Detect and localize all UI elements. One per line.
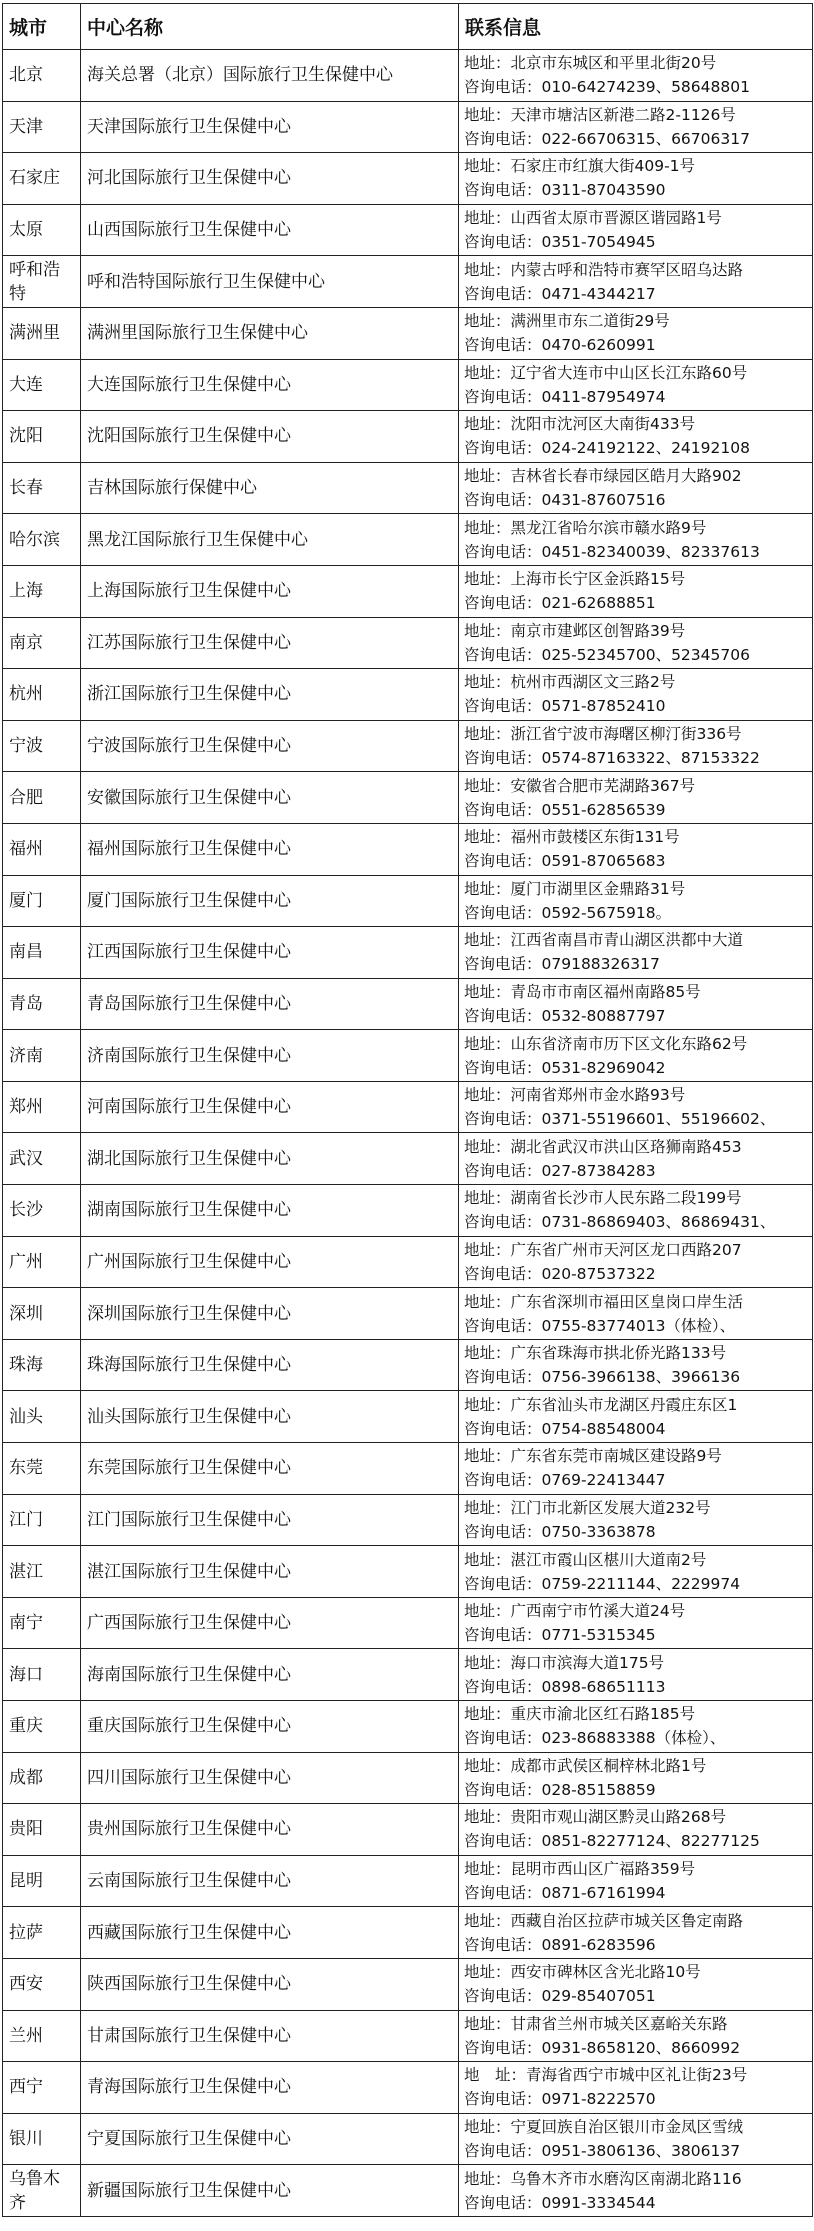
city-cell: 重庆 [3, 1701, 81, 1753]
contact-cell [459, 153, 813, 205]
contact-cell [459, 1958, 813, 2010]
address-text: 地址：沈阳市沈河区大南街433号 [464, 415, 696, 434]
table-row [3, 204, 813, 256]
table-row [3, 1546, 813, 1598]
address-text: 地址：贵阳市观山湖区黔灵山路268号 [464, 1808, 727, 1827]
center-name-cell: 贵州国际旅行卫生保健中心 [81, 1804, 459, 1856]
contact-cell [459, 565, 813, 617]
address-text: 地址：西安市碑林区含光北路10号 [464, 1963, 701, 1982]
city-cell: 武汉 [3, 1133, 81, 1185]
center-name-cell: 河南国际旅行卫生保健中心 [81, 1081, 459, 1133]
city-cell: 兰州 [3, 2010, 81, 2062]
center-name-cell: 福州国际旅行卫生保健中心 [81, 823, 459, 875]
phone-text: 咨询电话：0311-87043590 [464, 181, 666, 200]
center-name-cell: 东莞国际旅行卫生保健中心 [81, 1443, 459, 1495]
center-name-cell: 青岛国际旅行卫生保健中心 [81, 978, 459, 1030]
phone-text: 咨询电话：027-87384283 [464, 1161, 656, 1180]
contact-cell [459, 1339, 813, 1391]
center-name-cell: 呼和浩特国际旅行卫生保健中心 [81, 256, 459, 308]
contact-cell [459, 1907, 813, 1959]
table-row [3, 101, 813, 153]
address-text: 地址：福州市鼓楼区东街131号 [464, 828, 680, 847]
contact-cell [459, 307, 813, 359]
table-row [3, 2062, 813, 2114]
center-name-cell: 海关总署（北京）国际旅行卫生保健中心 [81, 50, 459, 102]
phone-text: 咨询电话：0451-82340039、82337613 [464, 542, 760, 561]
contact-cell [459, 1391, 813, 1443]
phone-text: 咨询电话：028-85158859 [464, 1780, 656, 1799]
city-cell: 西安 [3, 1958, 81, 2010]
center-name-cell: 吉林国际旅行保健中心 [81, 462, 459, 514]
address-text: 地址：青岛市市南区福州南路85号 [464, 982, 701, 1001]
phone-text: 咨询电话：0731-86869403、86869431、 [464, 1213, 776, 1232]
table-row [3, 256, 813, 308]
city-cell: 深圳 [3, 1288, 81, 1340]
contact-cell [459, 1649, 813, 1701]
table-row [3, 978, 813, 1030]
city-cell: 东莞 [3, 1443, 81, 1495]
phone-text: 咨询电话：020-87537322 [464, 1264, 656, 1283]
address-text: 地址：广西南宁市竹溪大道24号 [464, 1602, 686, 1621]
city-cell: 拉萨 [3, 1907, 81, 1959]
table-row [3, 1958, 813, 2010]
city-cell: 海口 [3, 1649, 81, 1701]
table-row [3, 2010, 813, 2062]
table-header-row [3, 4, 813, 50]
address-text: 地址：重庆市渝北区红石路185号 [464, 1705, 696, 1724]
city-cell: 南昌 [3, 927, 81, 979]
table-row [3, 1907, 813, 1959]
phone-text: 咨询电话：022-66706315、66706317 [464, 129, 750, 148]
phone-text: 咨询电话：0769-22413447 [464, 1471, 666, 1490]
center-name-cell: 满洲里国际旅行卫生保健中心 [81, 307, 459, 359]
city-cell: 长春 [3, 462, 81, 514]
contact-cell [459, 875, 813, 927]
center-name-cell: 江门国际旅行卫生保健中心 [81, 1494, 459, 1546]
city-cell: 厦门 [3, 875, 81, 927]
address-text: 地址：湖南省长沙市人民东路二段199号 [464, 1189, 742, 1208]
address-text: 地址：山东省济南市历下区文化东路62号 [464, 1034, 748, 1053]
table-row [3, 1649, 813, 1701]
contact-cell [459, 978, 813, 1030]
phone-text: 咨询电话：023-86883388（体检）、 [464, 1729, 726, 1748]
table-row [3, 617, 813, 669]
center-name-cell: 云南国际旅行卫生保健中心 [81, 1855, 459, 1907]
center-name-cell: 宁夏国际旅行卫生保健中心 [81, 2113, 459, 2165]
table-row [3, 153, 813, 205]
center-name-cell: 大连国际旅行卫生保健中心 [81, 359, 459, 411]
phone-text: 咨询电话：0411-87954974 [464, 387, 666, 406]
contact-cell [459, 256, 813, 308]
phone-text: 咨询电话：0750-3363878 [464, 1522, 656, 1541]
contact-cell [459, 1133, 813, 1185]
contact-cell [459, 411, 813, 463]
phone-text: 咨询电话：0771-5315345 [464, 1626, 656, 1645]
table-row [3, 462, 813, 514]
contact-cell [459, 617, 813, 669]
contact-cell [459, 720, 813, 772]
contact-cell [459, 669, 813, 721]
phone-text: 咨询电话：0898-68651113 [464, 1677, 666, 1696]
phone-text: 咨询电话：010-64274239、58648801 [464, 78, 750, 97]
table-row [3, 1081, 813, 1133]
contact-cell [459, 772, 813, 824]
address-text: 地址：成都市武侯区桐梓林北路1号 [464, 1756, 707, 1775]
address-text: 地址：辽宁省大连市中山区长江东路60号 [464, 363, 748, 382]
table-body [3, 50, 813, 2217]
address-text: 地址：海口市滨海大道175号 [464, 1653, 665, 1672]
city-cell: 北京 [3, 50, 81, 102]
address-text: 地址：广东省东莞市南城区建设路9号 [464, 1447, 722, 1466]
city-cell: 哈尔滨 [3, 514, 81, 566]
address-text: 地址：甘肃省兰州市城关区嘉峪关东路 [464, 2014, 728, 2033]
header-contact-info: 联系信息 [459, 4, 813, 50]
center-name-cell: 湛江国际旅行卫生保健中心 [81, 1546, 459, 1598]
phone-text: 咨询电话：0592-5675918。 [464, 903, 672, 922]
phone-text: 咨询电话：021-62688851 [464, 594, 656, 613]
phone-text: 咨询电话：0431-87607516 [464, 491, 666, 510]
phone-text: 咨询电话：0571-87852410 [464, 697, 666, 716]
table-row [3, 669, 813, 721]
phone-text: 咨询电话：0951-3806136、3806137 [464, 2142, 741, 2161]
address-text: 地址：内蒙古呼和浩特市赛罕区昭乌达路 [464, 260, 744, 279]
contact-cell [459, 2062, 813, 2114]
center-name-cell: 天津国际旅行卫生保健中心 [81, 101, 459, 153]
address-text: 地址：广东省广州市天河区龙口西路207 [464, 1240, 742, 1259]
contact-cell [459, 1804, 813, 1856]
table-row [3, 1804, 813, 1856]
city-cell: 满洲里 [3, 307, 81, 359]
city-cell: 昆明 [3, 1855, 81, 1907]
contact-cell [459, 204, 813, 256]
city-cell: 宁波 [3, 720, 81, 772]
center-name-cell: 汕头国际旅行卫生保健中心 [81, 1391, 459, 1443]
address-text: 地址：宁夏回族自治区银川市金凤区雪绒 [464, 2118, 744, 2137]
address-text: 地址：石家庄市红旗大街409-1号 [464, 157, 696, 176]
table-row [3, 1288, 813, 1340]
city-cell: 乌鲁木齐 [3, 2165, 81, 2217]
contact-cell [459, 1752, 813, 1804]
contact-cell [459, 823, 813, 875]
table-row [3, 565, 813, 617]
phone-text: 咨询电话：0756-3966138、3966136 [464, 1368, 741, 1387]
address-text: 地址：厦门市湖里区金鼎路31号 [464, 879, 686, 898]
city-cell: 南京 [3, 617, 81, 669]
table-row [3, 1494, 813, 1546]
contact-cell [459, 50, 813, 102]
address-text: 地址：北京市东城区和平里北街20号 [464, 54, 717, 73]
contact-cell [459, 1443, 813, 1495]
city-cell: 青岛 [3, 978, 81, 1030]
phone-text: 咨询电话：0470-6260991 [464, 336, 656, 355]
address-text: 地址：江西省南昌市青山湖区洪都中大道 [464, 931, 744, 950]
phone-text: 咨询电话：029-85407051 [464, 1987, 656, 2006]
address-text: 地址：湛江市霞山区椹川大道南2号 [464, 1550, 707, 1569]
center-name-cell: 厦门国际旅行卫生保健中心 [81, 875, 459, 927]
header-center-name: 中心名称 [81, 4, 459, 50]
header-city: 城市 [3, 4, 81, 50]
center-name-cell: 广西国际旅行卫生保健中心 [81, 1597, 459, 1649]
address-text: 地址：吉林省长春市绿园区皓月大路902 [464, 467, 742, 486]
contact-cell [459, 2113, 813, 2165]
center-name-cell: 安徽国际旅行卫生保健中心 [81, 772, 459, 824]
address-text: 地址：黑龙江省哈尔滨市赣水路9号 [464, 518, 707, 537]
address-text: 地址：杭州市西湖区文三路2号 [464, 673, 676, 692]
city-cell: 江门 [3, 1494, 81, 1546]
address-text: 地址：广东省汕头市龙湖区丹霞庄东区1 [464, 1395, 738, 1414]
address-text: 地址：广东省珠海市拱北侨光路133号 [464, 1344, 727, 1363]
phone-text: 咨询电话：0531-82969042 [464, 1058, 666, 1077]
address-text: 地 址：青海省西宁市城中区礼让街23号 [464, 2066, 748, 2085]
center-name-cell: 河北国际旅行卫生保健中心 [81, 153, 459, 205]
city-cell: 汕头 [3, 1391, 81, 1443]
table-row [3, 720, 813, 772]
phone-text: 咨询电话：0891-6283596 [464, 1935, 656, 1954]
contact-cell [459, 359, 813, 411]
contact-cell [459, 1546, 813, 1598]
center-name-cell: 西藏国际旅行卫生保健中心 [81, 1907, 459, 1959]
contact-cell [459, 927, 813, 979]
phone-text: 咨询电话：0471-4344217 [464, 284, 656, 303]
phone-text: 咨询电话：0754-88548004 [464, 1419, 666, 1438]
table-row [3, 50, 813, 102]
center-name-cell: 湖南国际旅行卫生保健中心 [81, 1185, 459, 1237]
phone-text: 咨询电话：0931-8658120、8660992 [464, 2038, 741, 2057]
city-cell: 杭州 [3, 669, 81, 721]
table-row [3, 2165, 813, 2217]
center-name-cell: 四川国际旅行卫生保健中心 [81, 1752, 459, 1804]
phone-text: 咨询电话：0351-7054945 [464, 233, 656, 252]
center-name-cell: 重庆国际旅行卫生保健中心 [81, 1701, 459, 1753]
address-text: 地址：山西省太原市晋源区谐园路1号 [464, 209, 722, 228]
phone-text: 咨询电话：0871-67161994 [464, 1884, 666, 1903]
center-name-cell: 黑龙江国际旅行卫生保健中心 [81, 514, 459, 566]
center-name-cell: 沈阳国际旅行卫生保健中心 [81, 411, 459, 463]
center-name-cell: 湖北国际旅行卫生保健中心 [81, 1133, 459, 1185]
address-text: 地址：湖北省武汉市洪山区珞狮南路453 [464, 1137, 742, 1156]
address-text: 地址：上海市长宁区金浜路15号 [464, 570, 686, 589]
address-text: 地址：安徽省合肥市芜湖路367号 [464, 776, 696, 795]
center-name-cell: 山西国际旅行卫生保健中心 [81, 204, 459, 256]
table-row [3, 1443, 813, 1495]
contact-cell [459, 101, 813, 153]
city-cell: 贵阳 [3, 1804, 81, 1856]
center-name-cell: 新疆国际旅行卫生保健中心 [81, 2165, 459, 2217]
city-cell: 珠海 [3, 1339, 81, 1391]
address-text: 地址：满洲里市东二道街29号 [464, 312, 670, 331]
center-name-cell: 青海国际旅行卫生保健中心 [81, 2062, 459, 2114]
table-row [3, 875, 813, 927]
contact-cell [459, 2010, 813, 2062]
address-text: 地址：河南省郑州市金水路93号 [464, 1086, 686, 1105]
center-name-cell: 宁波国际旅行卫生保健中心 [81, 720, 459, 772]
contact-cell [459, 1288, 813, 1340]
address-text: 地址：广东省深圳市福田区皇岗口岸生活 [464, 1292, 744, 1311]
phone-text: 咨询电话：025-52345700、52345706 [464, 645, 750, 664]
contact-cell [459, 1081, 813, 1133]
table-row [3, 514, 813, 566]
address-text: 地址：江门市北新区发展大道232号 [464, 1498, 711, 1517]
center-name-cell: 深圳国际旅行卫生保健中心 [81, 1288, 459, 1340]
health-center-table [2, 3, 813, 2217]
city-cell: 长沙 [3, 1185, 81, 1237]
phone-text: 咨询电话：0971-8222570 [464, 2090, 656, 2109]
contact-cell [459, 1030, 813, 1082]
phone-text: 咨询电话：024-24192122、24192108 [464, 439, 750, 458]
city-cell: 大连 [3, 359, 81, 411]
table-row [3, 1030, 813, 1082]
table-row [3, 1597, 813, 1649]
table-row [3, 1855, 813, 1907]
table-row [3, 307, 813, 359]
table-row [3, 2113, 813, 2165]
phone-text: 咨询电话：0532-80887797 [464, 1006, 666, 1025]
phone-text: 咨询电话：079188326317 [464, 955, 660, 974]
phone-text: 咨询电话：0991-3334544 [464, 2193, 656, 2212]
city-cell: 西宁 [3, 2062, 81, 2114]
table-row [3, 1391, 813, 1443]
table-row [3, 1752, 813, 1804]
table-row [3, 1133, 813, 1185]
contact-cell [459, 1597, 813, 1649]
table-row [3, 359, 813, 411]
center-name-cell: 江苏国际旅行卫生保健中心 [81, 617, 459, 669]
center-name-cell: 上海国际旅行卫生保健中心 [81, 565, 459, 617]
table-row [3, 1339, 813, 1391]
contact-cell [459, 1494, 813, 1546]
center-name-cell: 济南国际旅行卫生保健中心 [81, 1030, 459, 1082]
city-cell: 呼和浩特 [3, 256, 81, 308]
table-row [3, 823, 813, 875]
center-name-cell: 广州国际旅行卫生保健中心 [81, 1236, 459, 1288]
city-cell: 成都 [3, 1752, 81, 1804]
city-cell: 石家庄 [3, 153, 81, 205]
phone-text: 咨询电话：0591-87065683 [464, 852, 666, 871]
contact-cell [459, 462, 813, 514]
contact-cell [459, 2165, 813, 2217]
city-cell: 合肥 [3, 772, 81, 824]
center-name-cell: 珠海国际旅行卫生保健中心 [81, 1339, 459, 1391]
table-row [3, 1185, 813, 1237]
table-row [3, 1236, 813, 1288]
table-row [3, 927, 813, 979]
city-cell: 银川 [3, 2113, 81, 2165]
contact-cell [459, 1236, 813, 1288]
center-name-cell: 甘肃国际旅行卫生保健中心 [81, 2010, 459, 2062]
phone-text: 咨询电话：0371-55196601、55196602、 [464, 1110, 776, 1129]
contact-cell [459, 514, 813, 566]
phone-text: 咨询电话：0551-62856539 [464, 800, 666, 819]
table-row [3, 411, 813, 463]
address-text: 地址：天津市塘沽区新港二路2-1126号 [464, 105, 736, 124]
phone-text: 咨询电话：0759-2211144、2229974 [464, 1574, 741, 1593]
city-cell: 郑州 [3, 1081, 81, 1133]
table-row [3, 1701, 813, 1753]
city-cell: 广州 [3, 1236, 81, 1288]
table-row [3, 772, 813, 824]
phone-text: 咨询电话：0755-83774013（体检）、 [464, 1316, 736, 1335]
center-name-cell: 江西国际旅行卫生保健中心 [81, 927, 459, 979]
city-cell: 济南 [3, 1030, 81, 1082]
city-cell: 太原 [3, 204, 81, 256]
city-cell: 福州 [3, 823, 81, 875]
contact-cell [459, 1855, 813, 1907]
city-cell: 沈阳 [3, 411, 81, 463]
center-name-cell: 陕西国际旅行卫生保健中心 [81, 1958, 459, 2010]
address-text: 地址：南京市建邺区创智路39号 [464, 621, 686, 640]
phone-text: 咨询电话：0574-87163322、87153322 [464, 749, 760, 768]
address-text: 地址：浙江省宁波市海曙区柳汀街336号 [464, 725, 742, 744]
contact-cell [459, 1185, 813, 1237]
address-text: 地址：昆明市西山区广福路359号 [464, 1860, 696, 1879]
city-cell: 南宁 [3, 1597, 81, 1649]
address-text: 地址：西藏自治区拉萨市城关区鲁定南路 [464, 1911, 744, 1930]
city-cell: 湛江 [3, 1546, 81, 1598]
center-name-cell: 海南国际旅行卫生保健中心 [81, 1649, 459, 1701]
phone-text: 咨询电话：0851-82277124、82277125 [464, 1832, 760, 1851]
city-cell: 天津 [3, 101, 81, 153]
city-cell: 上海 [3, 565, 81, 617]
contact-cell [459, 1701, 813, 1753]
address-text: 地址：乌鲁木齐市水磨沟区南湖北路116 [464, 2169, 742, 2188]
center-name-cell: 浙江国际旅行卫生保健中心 [81, 669, 459, 721]
